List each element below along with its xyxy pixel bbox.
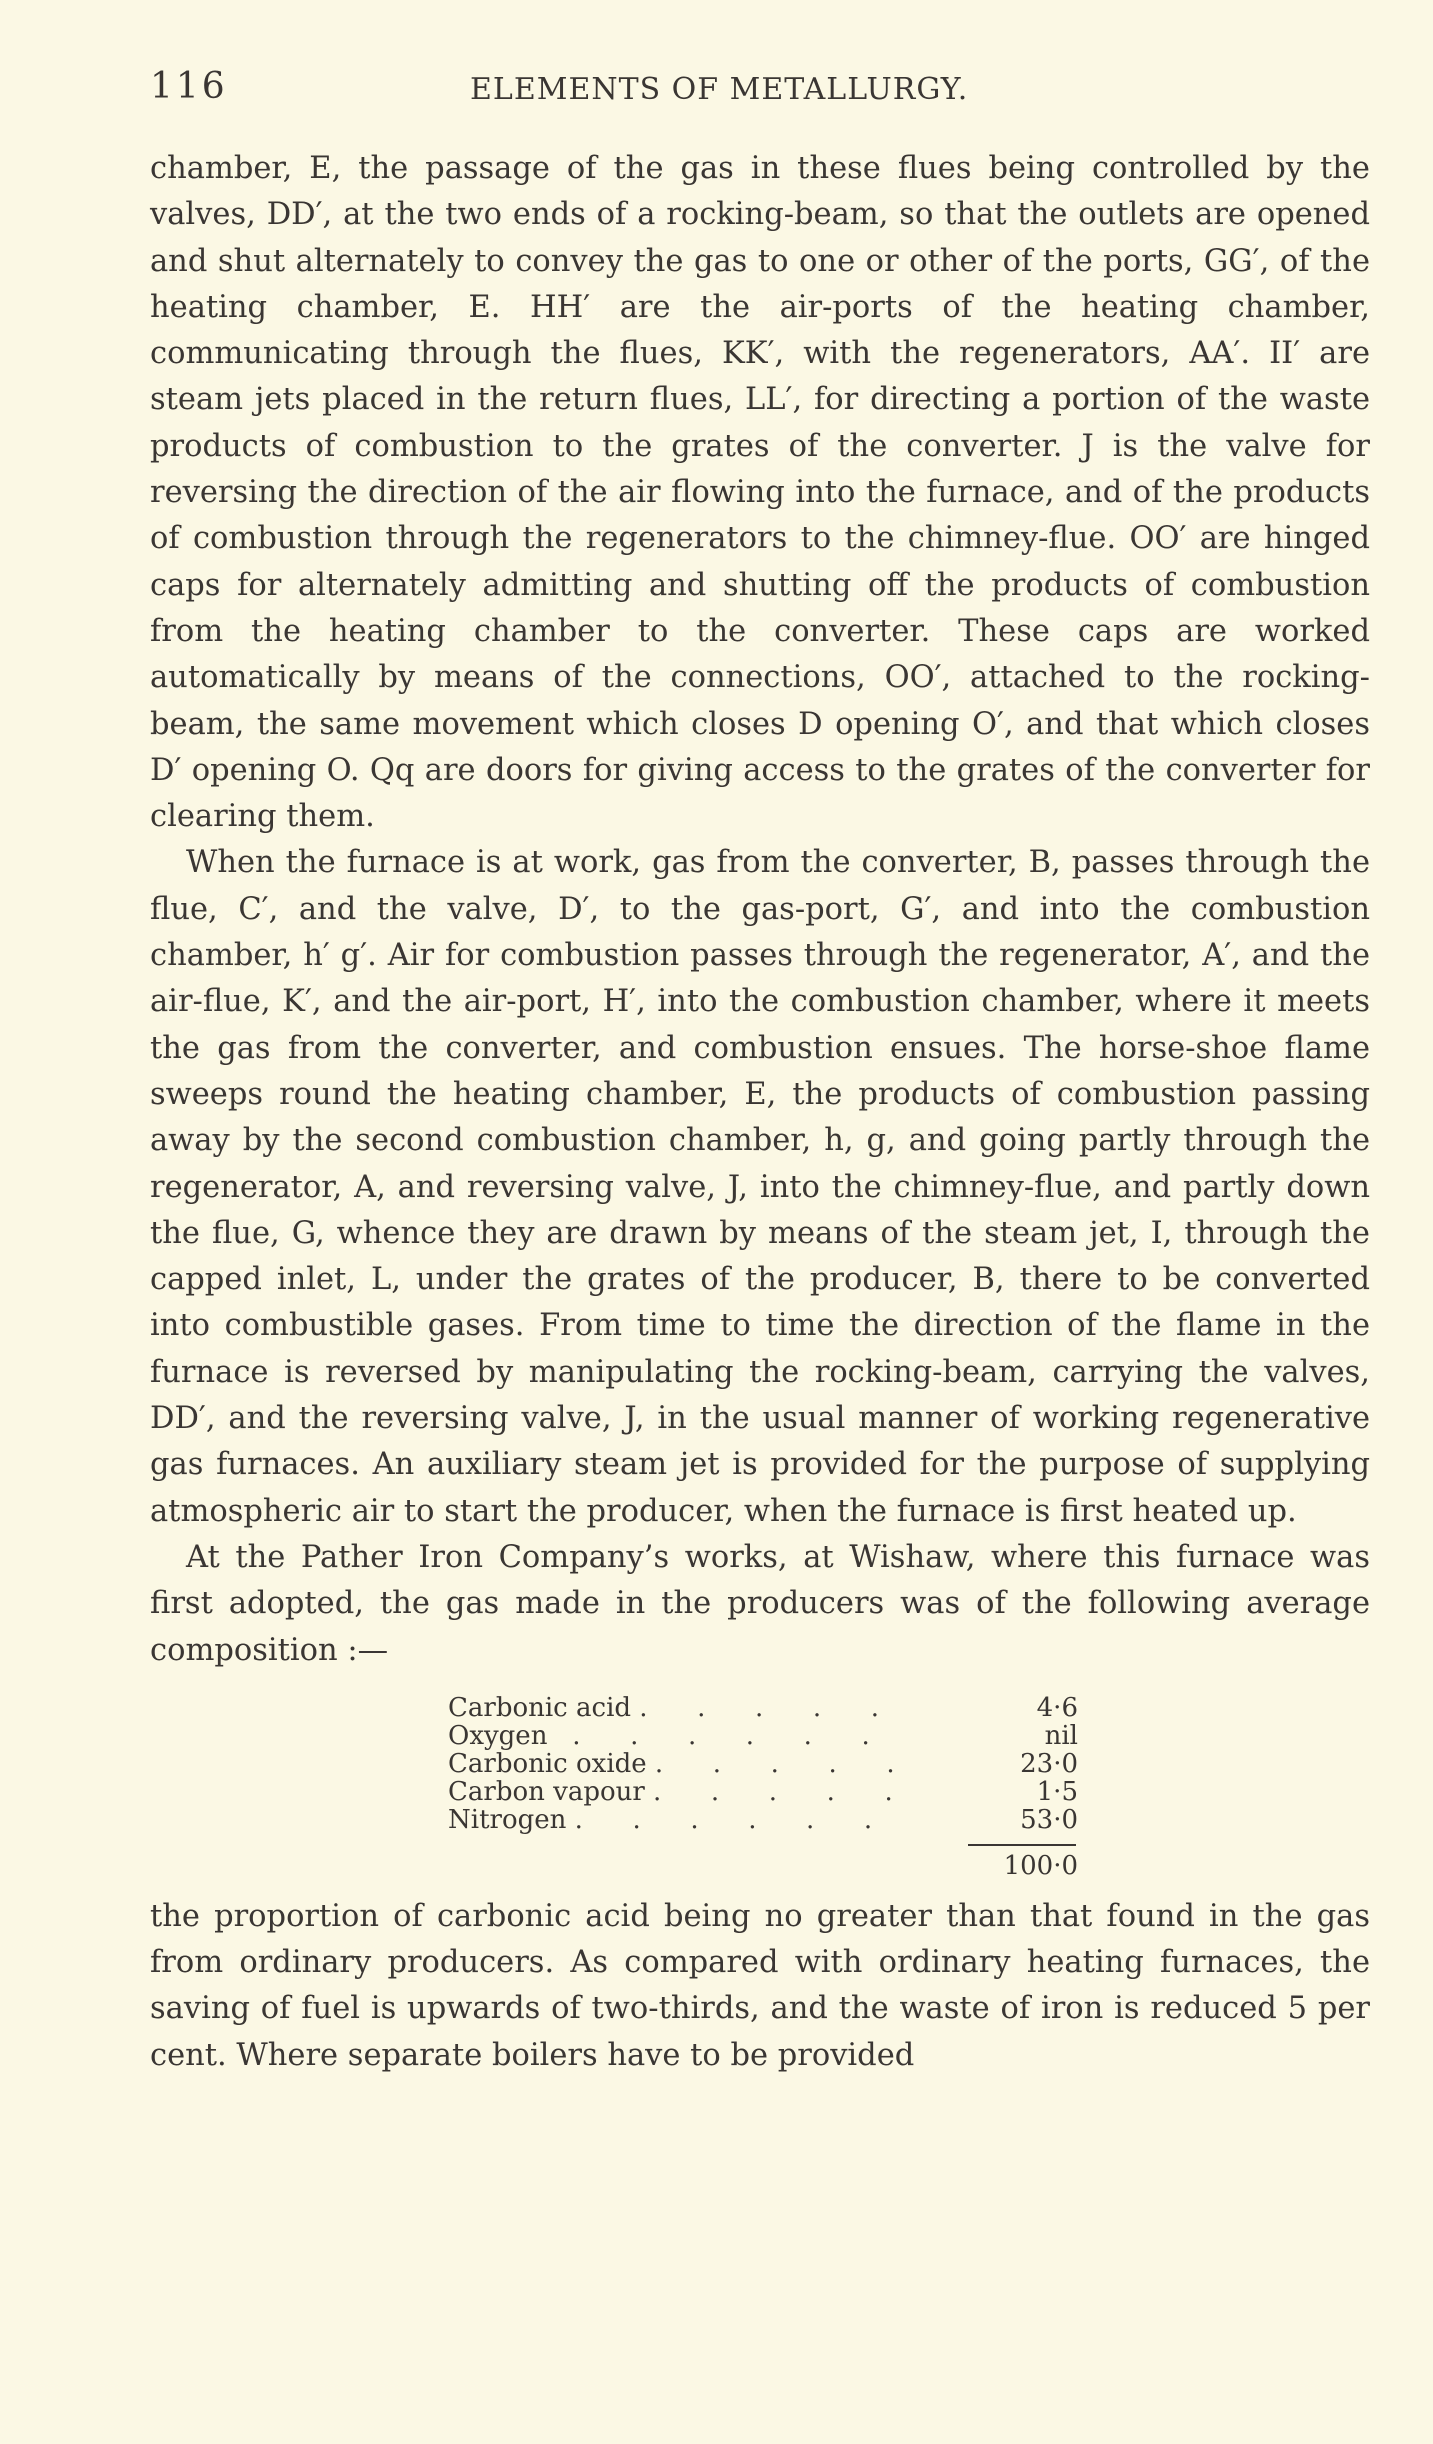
table-row [448, 1722, 1078, 1750]
table-row [448, 1778, 1078, 1806]
component-value: 1·5 [1036, 1776, 1078, 1807]
component-name: Carbonic acid . . . . . [448, 1692, 879, 1723]
component-name: Carbonic oxide . . . . . [448, 1748, 895, 1779]
body-text [150, 146, 1370, 2079]
table-row [448, 1750, 1078, 1778]
component-value: 4·6 [1036, 1692, 1078, 1723]
table-row [448, 1694, 1078, 1722]
component-name: Nitrogen . . . . . . [448, 1804, 873, 1835]
component-name: Carbon vapour . . . . . [448, 1776, 893, 1807]
page-number: 116 [150, 66, 228, 107]
paragraph-pather-iron: At the Pather Iron Company’s works, at Wishaw, where this furnace was first adopted, the gas made in the producers was of the following average composition :— [150, 1539, 1370, 1668]
table-row [448, 1806, 1078, 1834]
running-head: ELEMENTS OF METALLURGY. [470, 72, 969, 107]
paragraph-continued: chamber, E, the passage of the gas in these flues being controlled by the valves, DD′, at the two ends of a rocking-beam, so that the outlets are opened and shut alternately to convey the gas to one or other of the ports, GG′, of the heating chamber, E. HH′ are the air-ports of the heating chamber, communicating through the flues, KK′, with the regenerators, AA′. II′ are steam jets placed in the return flues, LL′, for directing a portion of the waste products of combustion to the grates of the converter. J is the valve for reversing the direction of the air flowing into the furnace, and of the products of combustion through the regenerators to the chimney-flue. OO′ are hinged caps for alternately admitting and shutting off the products of combustion from the heating chamber to the converter. These caps are worked automatically by means of the connections, OO′, attached to the rocking-beam, the same movement which closes D opening O′, and that which closes D′ opening O. Qq are doors for giving access to the grates of the converter for clearing them. [150, 151, 1370, 835]
page-header [150, 64, 1370, 124]
composition-total: 100·0 [1003, 1850, 1078, 1881]
component-value: 53·0 [1020, 1804, 1078, 1835]
paragraph-furnace-operation: When the furnace is at work, gas from the converter, B, passes through the flue, C′, and the valve, D′, to the gas-port, G′, and into the combustion chamber, h′ g′. Air for combustion passes through the regenerator, A′, and the air-flue, K′, and the air-port, H′, into the combustion chamber, where it meets the gas from the converter, and combustion ensues. The horse-shoe flame sweeps round the heating chamber, E, the products of combustion passing away by the second combustion chamber, h, g, and going partly through the regenerator, A, and reversing valve, J, into the chimney-flue, and partly down the flue, G, whence they are drawn by means of the steam jet, I, through the capped inlet, L, under the grates of the producer, B, there to be converted into combustible gases. From time to time the direction of the flame in the furnace is reversed by manipulating the rocking-beam, carrying the valves, DD′, and the reversing valve, J, in the usual manner of working regenerative gas furnaces. An auxiliary steam jet is provided for the purpose of supplying atmospheric air to start the producer, when the furnace is first heated up. [150, 845, 1370, 1529]
component-name: Oxygen . . . . . . [448, 1720, 870, 1751]
total-rule [968, 1844, 1076, 1846]
paragraph-proportion: the proportion of carbonic acid being no greater than that found in the gas from ordinary producers. As compared with ordinary heating furnaces, the saving of fuel is upwards of two-thirds, and the waste of iron is reduced 5 per cent. Where separate boilers have to be provided [150, 1898, 1370, 2073]
component-value: nil [1044, 1720, 1078, 1751]
component-value: 23·0 [1020, 1748, 1078, 1779]
book-page [150, 64, 1370, 2079]
gas-composition-table [448, 1694, 1078, 1880]
